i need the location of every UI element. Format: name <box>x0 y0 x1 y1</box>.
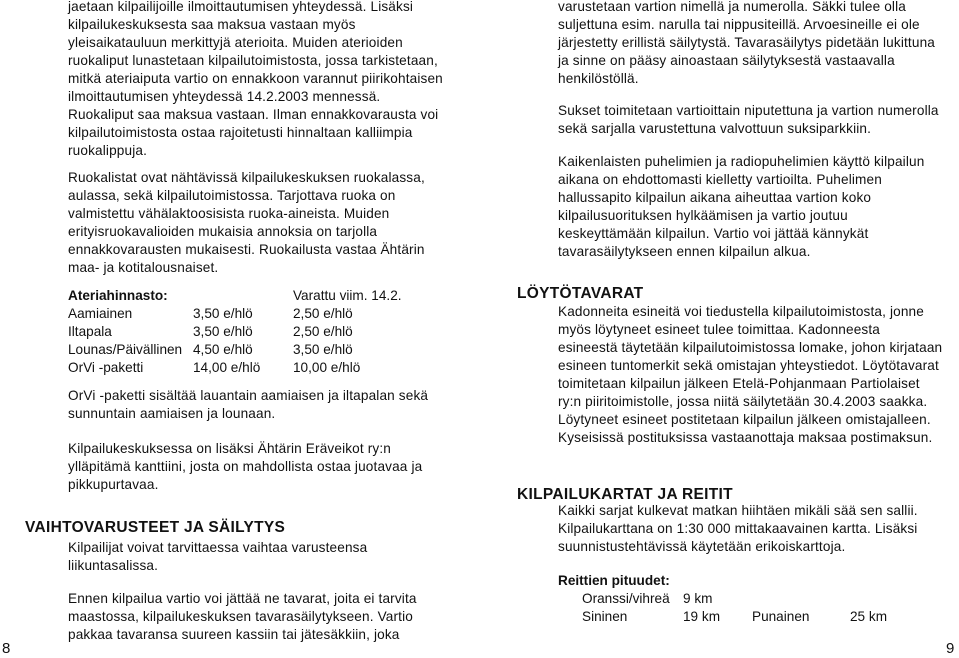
route-row <box>558 590 918 608</box>
menu-paragraph: Ruokalistat ovat nähtävissä kilpailukeskuksen ruokalassa, aulassa, sekä kilpailutoimistossa. Tarjottava ruoka on valmistettu vähälaktoosisista ruoka-aineista. Muiden erityisruokavalioiden mukaisia annoksia on tarjolla ennakkovarausten mukaisesti. Ruokailusta vastaa Ähtärin maa- ja kotitalousnaiset. <box>68 170 425 275</box>
meal-reserved-price: 2,50 e/hlö <box>293 306 353 321</box>
meal-name: OrVi -paketti <box>68 360 144 375</box>
meal-price: 3,50 e/hlö <box>193 306 253 321</box>
route-name: Oranssi/vihreä <box>582 591 670 606</box>
meal-price: 3,50 e/hlö <box>193 324 253 339</box>
route-lengths-title: Reittien pituudet: <box>558 573 670 588</box>
route-lengths <box>558 572 918 626</box>
meal-name: Iltapala <box>68 324 112 339</box>
storage-paragraph-2: Sukset toimitetaan vartioittain niputettuna ja vartion numerolla sekä sarjalla varustettuna valvottuun suksiparkkiin. <box>558 103 939 136</box>
intro-paragraph: jaetaan kilpailijoille ilmoittautumisen yhteydessä. Lisäksi kilpailukeskuksesta saa maksua vastaan myös yleisaikatauluun merkittyjä aterioita. Muiden aterioiden ruokaliput lunastetaan kilpailutoimistosta, jossa tarkistetaan, mitkä ateriaiputa vartio on ennakkoon varannut piirikohtaisen ilmoittautumisen yhteydessä 14.2.2003 mennessä. Ruokaliput saa maksua vastaan. Ilman ennakkovarausta voi kilpailutoimistosta ostaa rajoitetusti hinnaltaan kalliimpia ruokalippuja. <box>68 0 443 158</box>
page-number-left: 8 <box>2 640 11 657</box>
meal-price: 14,00 e/hlö <box>193 360 261 375</box>
meal-reserved-price: 2,50 e/hlö <box>293 324 353 339</box>
route-lengths-header <box>558 572 918 590</box>
price-table-title: Ateriahinnasto: <box>68 288 168 303</box>
price-row <box>68 323 438 341</box>
orvi-note: OrVi -paketti sisältää lauantain aamiaisen ja iltapalan sekä sunnuntain aamiaisen ja lounaan. <box>68 388 429 421</box>
route-length: 25 km <box>850 609 888 624</box>
meal-reserved-price: 3,50 e/hlö <box>293 342 353 357</box>
meal-name: Lounas/Päivällinen <box>68 342 183 357</box>
changing-paragraph-2: Ennen kilpailua vartio voi jättää ne tavarat, joita ei tarvita maastossa, kilpailukeskuksen tavarasäilytykseen. Vartio pakkaa tavaransa suureen kassiin tai jätesäkkiin, joka <box>68 591 417 642</box>
price-row <box>68 359 438 377</box>
lostfound-heading: LÖYTÖTAVARAT <box>517 285 644 302</box>
storage-paragraph-3: Kaikenlaisten puhelimien ja radiopuhelimien käyttö kilpailun aikana on ehdottomasti kielletty vartioilta. Puhelimen hallussapito kilpailun aikana aiheuttaa vartion koko kilpailusuorituksen hylkäämisen ja vartio joutuu keskeyttämään kilpailun. Vartio voi jättää kännykät tavarasäilytykseen ennen kilpailun alkua. <box>558 154 925 259</box>
maps-heading: KILPAILUKARTAT JA REITIT <box>517 486 733 503</box>
price-row <box>68 305 438 323</box>
maps-paragraph: Kaikki sarjat kulkevat matkan hiihtäen mikäli sää sen sallii. Kilpailukarttana on 1:30 000 mittakaavainen kartta. Lisäksi suunnistustehtävissä käytetään erikoiskarttoja. <box>558 503 918 554</box>
changing-heading: VAIHTOVARUSTEET JA SÄILYTYS <box>25 519 286 536</box>
route-length: 19 km <box>683 609 721 624</box>
route-row <box>558 608 918 626</box>
route-name: Punainen <box>752 609 810 624</box>
price-table-header <box>68 287 438 305</box>
route-name: Sininen <box>582 609 628 624</box>
meal-price-table <box>68 287 438 377</box>
meal-price: 4,50 e/hlö <box>193 342 253 357</box>
price-table-reserved-header: Varattu viim. 14.2. <box>293 288 402 303</box>
route-length: 9 km <box>683 591 713 606</box>
storage-paragraph-1: varustetaan vartion nimellä ja numerolla. Säkki tulee olla suljettuna esim. narulla tai nippusiteillä. Arvoesineille ei ole järjestetty erillistä säilytystä. Tavarasäilytys pidetään lukittuna ja sinne on pääsy ainoastaan säilytyksestä vastaavalla henkilöstöllä. <box>558 0 935 86</box>
price-row <box>68 341 438 359</box>
meal-name: Aamiainen <box>68 306 133 321</box>
canteen-note: Kilpailukeskuksessa on lisäksi Ähtärin Eräveikot ry:n ylläpitämä kanttiini, josta on mahdollista ostaa juotavaa ja pikkupurtavaa. <box>68 441 423 492</box>
lostfound-paragraph: Kadonneita esineitä voi tiedustella kilpailutoimistosta, jonne myös löytyneet esineet tulee toimittaa. Kadonneesta esineestä täytetään kilpailutoimistossa lomake, johon kirjataan esineen tuntomerkit sekä omistajan yhteystiedot. Löytötavarat toimitetaan kilpailun jälkeen Etelä-Pohjanmaan Partiolaiset ry:n piiritoimistolle, jossa niitä säilytetään 30.4.2003 saakka. Löytyneet esineet postitetaan kilpailun jälkeen omistajalleen. Kyseisissä postituksissa vastaanottaja maksaa postimaksun. <box>558 304 943 445</box>
changing-paragraph-1: Kilpailijat voivat tarvittaessa vaihtaa varusteensa liikuntasalissa. <box>68 540 368 573</box>
page-number-right: 9 <box>946 640 955 657</box>
meal-reserved-price: 10,00 e/hlö <box>293 360 361 375</box>
